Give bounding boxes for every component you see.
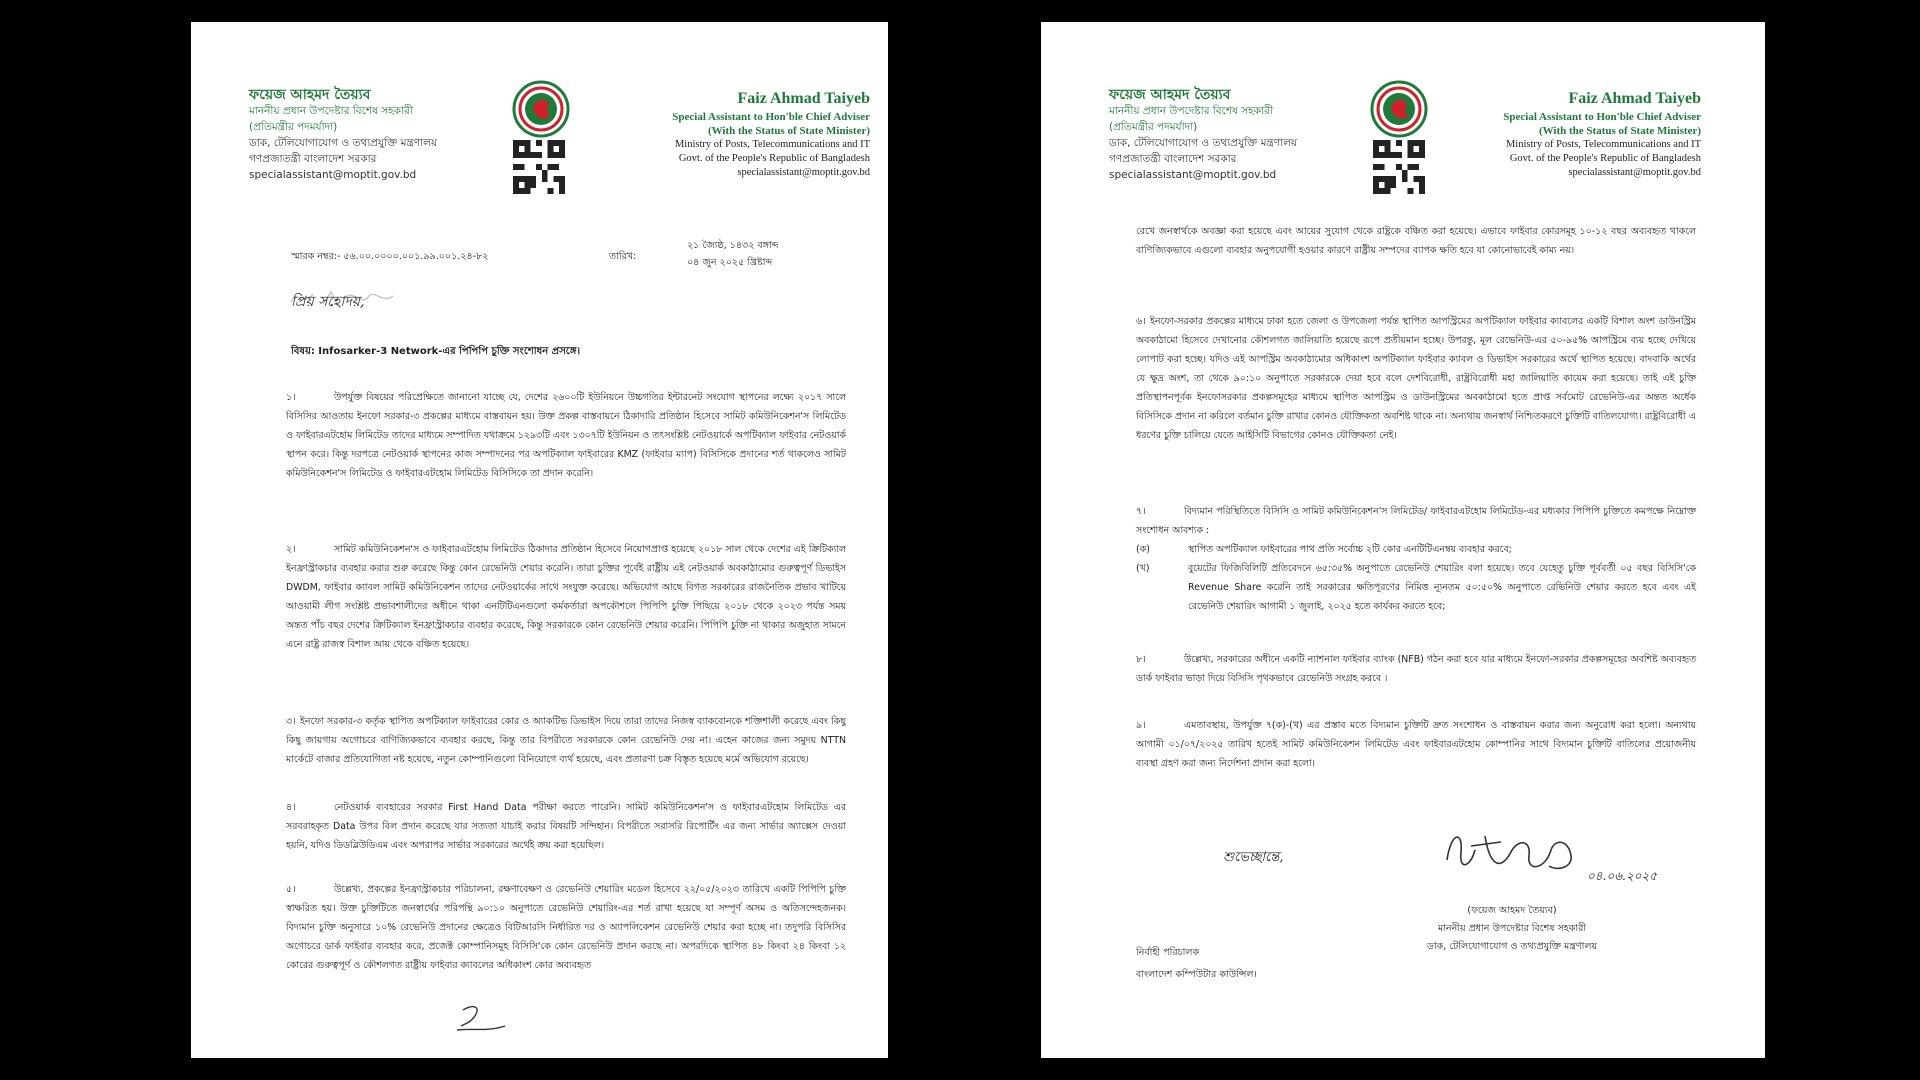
- paragraph-text: ইনফো সরকার-৩ কর্তৃক স্থাপিত অপটিক্যাল ফাইবারের কোর ও অ্যাকটিভ ডিভাইস দিয়ে তারা তাদের নিজস্ব ব্যাকবোনকে শক্তিশালী করেছে এবং কিছু কিছু জায়গায় অগোচরে বাণিজ্যিকভাবে ব্যবহার করছে, কিন্তু তার বিপরীতে সরকারকে কোন রেভেনিউ দেয় না। এহেন কাজের জন্য সমুদয় NTTN মার্কেটে বাজার প্রতিযোগিতা নষ্ট হয়েছে, নতুন কোম্পানিগুলো বিনিয়োগে ব্যর্থ হয়েছে, এবং প্রতারণা চক্র বিস্তৃত হয়েছে মর্মে অভিযোগ রয়েছে।: [286, 716, 846, 765]
- paragraph-text: বিদ্যমান পরিস্থিতিতে বিসিসি ও সামিট কমিউনিকেশন'স লিমিটেড/ ফাইবারএটহোম লিমিটেড-এর মধ্যকার পিপিপি চুক্তিতে কমপক্ষে নিম্নোক্ত সংশোধন আবশ্যক :: [1136, 506, 1696, 536]
- item-text: বুয়েটের ফিজিবিলিটি প্রতিবেদনে ৬৫:৩৫% অনুপাতে রেভেনিউ শেয়ারিং বলা হয়েছে। তবে যেহেতু চুক্তি পূর্ববর্তী ০৫ বছর বিসিসি'কে Revenue Share করেনি তাই সরকারের ক্ষতিপূরণের নিমিত্ত ন্যূনতম ৫০:৫০% অনুপাতে রেভিনিউ শেয়ার করতে হবে এবং এই রেভেনিউ শেয়ারিং আগামী ১ জুলাই, ২০২৫ হতে কার্যকর করতে হবে;: [1188, 563, 1696, 612]
- recipient-block: [1136, 942, 1257, 986]
- sender-email-bn: specialassistant@moptit.gov.bd: [249, 169, 417, 181]
- paragraph-9: [1136, 716, 1696, 773]
- signatory-ministry: ডাক, টেলিযোগাযোগ ও তথ্যপ্রযুক্তি মন্ত্রণালয়: [1426, 941, 1598, 952]
- sender-govt-bn: গণপ্রজাতন্ত্রী বাংলাদেশ সরকার: [1109, 153, 1237, 165]
- paragraph-text: নেটওয়ার্ক ব্যবহারের সরকার First Hand Data পরীক্ষা করতে পারেনি। সামিট কমিউনিকেশন'স ও ফাইবারএটহোম লিমিটেড এর সরবরাহকৃত Data উপর বিল প্রদান করেছে যার সত্যতা যাচাই করার বিষয়টি সন্দিহান। বিপরীতে সরাসরি রিপোর্টিং এর জন্য সার্ভার অ্যাক্সেস দেওয়া হয়নি, যদিও ডিডব্লিউডিএম এবং অপরাপর সার্ভার সরকারের অর্থেই ক্রয় করা হয়েছিল।: [286, 802, 846, 851]
- sender-title-en: Special Assistant to Hon'ble Chief Adviser: [672, 111, 870, 123]
- paragraph-3: [286, 712, 846, 769]
- letter-date: [687, 237, 778, 271]
- amendment-item-ka: [1136, 540, 1696, 559]
- handwriting-stroke: [289, 286, 399, 310]
- handwritten-signature: [1441, 822, 1591, 884]
- paragraph-number: ৯।: [1136, 720, 1146, 731]
- amendment-item-kha: [1136, 559, 1696, 616]
- paragraph-8: [1136, 650, 1696, 688]
- paragraph-text: উল্লেখ্য, প্রকল্পের ইনফ্রাস্ট্রাকচার পরিচালনা, রক্ষণাবেক্ষণ ও রেভেনিউ শেয়ারিং মডেল হিসেবে ২২/০৫/২০২৩ তারিখে একটি পিপিপি চুক্তি স্বাক্ষরিত হয়। উক্ত চুক্তিটিতে জনস্বার্থের পরিপন্থি ৯০:১০ অনুপাতে রেভেনিউ শেয়ারিং-এর শর্ত রাখা হয়েছে যা সম্পূর্ণ অসম ও অতিসন্দেহজনক। বিদ্যমান চুক্তি অনুসারে ১০% রেভেনিউ প্রদানের ক্ষেত্রেও বিটিআরসি নির্ধারিত দর ও অ্যাপলিকেশন রেভেনিউ শেয়ার করা হচ্ছে না। তদুপরি বিসিসির অগোচরে ডার্ক ফাইবার ব্যবহার করে, প্রজেক্ট কোম্পানিসমূহ বিসিসি'কে কোন রেভেনিউ প্রদান করছে না। অপরদিকে স্থাপিত ৪৮ কিংবা ২৪ কিংবা ১২ কোরের গুরুত্বপূর্ণ ও কৌশলগত রাষ্ট্রীয় ফাইবার ক্যাবলের অধিকাংশ কোর অব্যবহৃত: [286, 884, 846, 971]
- memo-reference-number: স্মারক নম্বর:- ৫৬.০০.০০০০.০০১.৯৯.০০১.২৪-৮২: [291, 251, 489, 262]
- paragraph-5: [286, 880, 846, 975]
- signatory-name: (ফয়েজ আহমদ তৈয়্যব): [1467, 905, 1557, 916]
- paragraph-number: ৬।: [1136, 316, 1146, 327]
- letterhead-bangla: [249, 87, 489, 183]
- sender-status-bn: (প্রতিমন্ত্রীর পদমর্যাদা): [1109, 121, 1198, 133]
- sender-name-bn: ফয়েজ আহমদ তৈয়্যব: [1109, 87, 1231, 103]
- sender-email-bn: specialassistant@moptit.gov.bd: [1109, 169, 1277, 181]
- sender-govt-en: Govt. of the People's Republic of Bangladesh: [678, 153, 870, 164]
- sender-name-en: Faiz Ahmad Taiyeb: [737, 90, 870, 107]
- letter-page-2: [1041, 22, 1765, 1058]
- sender-name-bn: ফয়েজ আহমদ তৈয়্যব: [249, 87, 371, 103]
- paragraph-number: ৩।: [286, 716, 296, 727]
- sender-name-en: Faiz Ahmad Taiyeb: [1568, 90, 1701, 107]
- subject-line: বিষয়: Infosarker-3 Network-এর পিপিপি চুক্তি সংশোধন প্রসঙ্গে।: [291, 346, 581, 357]
- paragraph-text: উপর্যুক্ত বিষয়ের পরিপ্রেক্ষিতে জানানো যাচ্ছে যে, দেশের ২৬০০টি ইউনিয়নে উচ্চগতির ইন্টারনেট সংযোগ স্থাপনের লক্ষ্যে ২০১৭ সালে বিসিসির আওতায় ইনফো সরকার-৩ প্রকল্পের মাধ্যমে বাস্তবায়ন হয়। উক্ত প্রকল্প বাস্তবায়নে ঠিকাদারি প্রতিষ্ঠান হিসেবে সামিট কমিউনিকেশন'স লিমিটেড ও ফাইবারএটহোম লিমিটেড তাদের মাধ্যমে সম্পাদিত যথাক্রমে ১২৯৩টি এবং ১৩০৭টি ইউনিয়ন ও তৎসংশ্লিষ্ট নেটওয়ার্কে অপটিক্যাল ফাইবার নেটওয়ার্ক স্থাপন করে। কিন্তু দরপত্রে নেটওয়ার্ক স্থাপনের কাজ সম্পাদনের পর অপটিক্যাল ফাইবারের KMZ (ফাইবার ম্যাপ) বিসিসিকে প্রদানের শর্ত থাকলেও সামিট কমিউনিকেশন'স লিমিটেড ও ফাইবারএটহোম লিমিটেড বিসিসিকে তা প্রদান করেনি।: [286, 392, 846, 479]
- closing-regards: শুভেচ্ছান্তে,: [1223, 850, 1284, 865]
- qr-code-icon: [513, 140, 565, 194]
- paragraph-number: ৭।: [1136, 506, 1146, 517]
- sender-status-en: (With the Status of State Minister): [1538, 125, 1701, 137]
- date-gregorian: ০৪ জুন ২০২৫ খ্রিষ্টাব্দ: [687, 257, 773, 268]
- letterhead-english: [1401, 88, 1701, 180]
- signatory-block: [1407, 902, 1617, 956]
- salutation-handwritten: প্রিয় সহোদয়,: [291, 294, 365, 310]
- paragraph-7: [1136, 502, 1696, 616]
- date-label: তারিখ:: [609, 251, 637, 262]
- paragraph-number: ২।: [286, 544, 296, 555]
- sender-govt-bn: গণপ্রজাতন্ত্রী বাংলাদেশ সরকার: [249, 153, 377, 165]
- letter-page-1: [191, 22, 888, 1058]
- item-label: (ক): [1136, 544, 1150, 555]
- paragraph-number: ১।: [286, 392, 296, 403]
- paragraph-text: ইনফো-সরকার প্রকল্পের মাধ্যমে ঢাকা হতে জেলা ও উপজেলা পর্যন্ত স্থাপিত আপস্ট্রিমের অপটিক্যাল ফাইবার ক্যাবলের একটি বিশাল অংশ ডাউনস্ট্রিম অবকাঠামো হিসেবে দেখানোর কৌশলগত জালিয়াতি হয়েছে রূপে প্রতীয়মান হচ্ছে। উপরন্তু, মূল রেভেনিউ-এর ৫০-৯৫% আপস্ট্রিমে ব্যয় হচ্ছে দেখিয়ে লোপাট করা হচ্ছে। যদিও এই আপস্ট্রিম অবকাঠামোর অধিকাংশ অপটিক্যাল ফাইবার ক্যাবল ও ডিভাইস সরকারের অর্থে স্থাপিত হয়েছে। বাদবাকি অর্থের যে ক্ষুদ্র অংশ, তা থেকে ৯০:১০ অনুপাতে সরকারকে দেয়া হবে বলে দেশবিরোধী, রাষ্ট্রবিরোধী মহা জালিয়াতি কায়েম করা হয়েছে। তাই এই চুক্তি প্রতিস্থাপনপূর্বক ইনফোসরকার প্রকল্পসমূহের মাধ্যমে স্থাপিত আপস্ট্রিম ও ডাউনস্ট্রিমের অবকাঠামো হতে প্রাপ্ত সর্বমোট রেভেনিউ-এর অন্তত অর্ধেক বিসিসিকে প্রদান না করিলে বর্তমান চুক্তি রাখার কোনও যৌক্তিকতা অবশিষ্ট থাকে না। অন্যথায় জনস্বার্থ নিশ্চিতকরণে চুক্তিটি বাতিলযোগ্য। রাষ্ট্রবিরোধী এ ধরণের চুক্তি চালিয়ে যেতে আইসিটি বিভাগের কোনও যৌক্তিকতা নেই।: [1136, 316, 1696, 441]
- paragraph-2: [286, 540, 846, 654]
- paragraph-text: উল্লেখ্য, সরকারের অধীনে একটি ন্যাশনাল ফাইবার ব্যাংক (NFB) গঠন করা হবে যার মাধ্যমে ইনফো-সরকার প্রকল্পসমূহের অবশিষ্ট অব্যবহৃত ডার্ক ফাইবার ভাড়া দিয়ে বিসিসি পৃথকভাবে রেভেনিউ সংগ্রহ করবে ।: [1136, 654, 1696, 684]
- signatory-title: মাননীয় প্রধান উপদেষ্টার বিশেষ সহকারী: [1437, 923, 1587, 934]
- paragraph-text: এমতাবস্থায়, উপর্যুক্ত ৭(ক)-(খ) এর প্রস্তাব মতে বিদ্যমান চুক্তিটি দ্রুত সংশোধন ও বাস্তবায়ন করার জন্য অনুরোধ করা হলো। অন্যথায় আগামী ০১/০৭/২০২৫ তারিখ হতেই সামিট কমিউনিকেশন লিমিটেড এবং ফাইবারএটহোম কোম্পানির সাথে বিদ্যমান চুক্তিটি বাতিলের প্রয়োজনীয় ব্যবস্থা গ্রহণ করা জন্য নির্দেশনা প্রদান করা হলো।: [1136, 720, 1696, 769]
- paragraph-number: ৪।: [286, 802, 296, 813]
- sender-ministry-bn: ডাক, টেলিযোগাযোগ ও তথ্যপ্রযুক্তি মন্ত্রণালয়: [249, 137, 438, 149]
- letterhead-english: [570, 88, 870, 180]
- item-text: স্থাপিত অপটিক্যাল ফাইবারের পাথ প্রতি সর্বোচ্চ ২টি কোর এনটিটিএনম্বয় ব্যবহার করবে;: [1188, 544, 1512, 555]
- sender-status-en: (With the Status of State Minister): [707, 125, 870, 137]
- letterhead-bangla: [1109, 87, 1349, 183]
- signature-date: ০৪.০৬.২০২৫: [1587, 869, 1658, 883]
- sender-ministry-en: Ministry of Posts, Telecommunications and IT: [674, 139, 870, 150]
- paragraph-number: ৮।: [1136, 654, 1146, 665]
- sender-status-bn: (প্রতিমন্ত্রীর পদমর্যাদা): [249, 121, 338, 133]
- recipient-organization: বাংলাদেশ কম্পিউটার কাউন্সিল।: [1136, 969, 1257, 980]
- sender-title-en: Special Assistant to Hon'ble Chief Adviser: [1503, 111, 1701, 123]
- sender-title-bn: মাননীয় প্রধান উপদেষ্টার বিশেষ সহকারী: [249, 105, 413, 117]
- paragraph-text: সামিট কমিউনিকেশন'স ও ফাইবারএটহোম লিমিটেড ঠিকাদার প্রতিষ্ঠান হিসেবে নিয়োগপ্রাপ্ত হয়েছে ২০১৮ সাল থেকে দেশের এই ক্রিটিক্যাল ইনফ্রাস্ট্রাকচার ব্যবহার করার শুরু করেছে কিন্তু কোন রেভেনিউ শেয়ার করেনি। তারা চুক্তির পূর্বেই রাষ্ট্রীয় এই নেটওয়ার্ক অবকাঠামোর গুরুত্বপূর্ণ ডিভাইস DWDM, ফাইবার ক্যাবল সামিট কমিউনিকেশন তাদের নেটওয়ার্কের সাথে সংযুক্ত করেছে। অভিযোগ আছে বিগত সরকারের রাজনৈতিক প্রভাব খাটিয়ে আওয়ামী লীগ সংশ্লিষ্ট প্রভাবশালীদের অধীনে থাকা এনটিটিএনগুলো কর্মকর্তারা অপকৌশলে পিপিপি চুক্তি পিছিয়ে ২০১৮ থেকে ২০২৩ পর্যন্ত সময় অন্তত পাঁচ বছর দেশের ক্রিটিক্যাল ইনফ্রাস্ট্রাকচার ব্যবহার করেছে, কিন্তু সরকারকে কোন রেভেনিউ শেয়ার করেনি। পিপিপি চুক্তি না থাকার অজুহাত সামনে এনে রাষ্ট্র রাজস্ব বিশাল আয় থেকে বঞ্চিত হয়েছে।: [286, 544, 846, 650]
- sender-govt-en: Govt. of the People's Republic of Bangladesh: [1509, 153, 1701, 164]
- sender-title-bn: মাননীয় প্রধান উপদেষ্টার বিশেষ সহকারী: [1109, 105, 1273, 117]
- paragraph-4: [286, 798, 846, 855]
- paragraph-5-continued: রেখে জনস্বার্থকে অবজ্ঞা করা হয়েছে এবং আয়ের সুযোগ থেকে রাষ্ট্রকে বঞ্চিত করা হয়েছে। এভাবে ফাইবার কোরসমূহ ১০-১২ বছর অব্যবহৃত থাকলে বাণিজ্যিকভাবে এগুলো ব্যবহার অনুপযোগী হওয়ার কারণে রাষ্ট্রীয় সম্পদের ব্যাপক ক্ষতি হবে যা কোনোভাবেই কাম্য নয়।: [1136, 226, 1696, 256]
- sender-email-en: specialassistant@moptit.gov.bd: [737, 167, 870, 178]
- page-initial-signature: [453, 1002, 509, 1036]
- sender-email-en: specialassistant@moptit.gov.bd: [1568, 167, 1701, 178]
- salutation: [291, 290, 365, 314]
- item-label: (খ): [1136, 563, 1150, 574]
- sender-ministry-en: Ministry of Posts, Telecommunications and IT: [1505, 139, 1701, 150]
- sender-ministry-bn: ডাক, টেলিযোগাযোগ ও তথ্যপ্রযুক্তি মন্ত্রণালয়: [1109, 137, 1298, 149]
- paragraph-6: [1136, 312, 1696, 445]
- recipient-title: নির্বাহী পরিচালক: [1136, 947, 1200, 958]
- bangladesh-govt-seal-icon: [512, 80, 570, 138]
- paragraph-number: ৫।: [286, 884, 296, 895]
- date-bangla-calendar: ২১ জ্যৈষ্ঠ, ১৪৩২ বঙ্গাব্দ: [687, 240, 779, 251]
- paragraph-1: [286, 388, 846, 483]
